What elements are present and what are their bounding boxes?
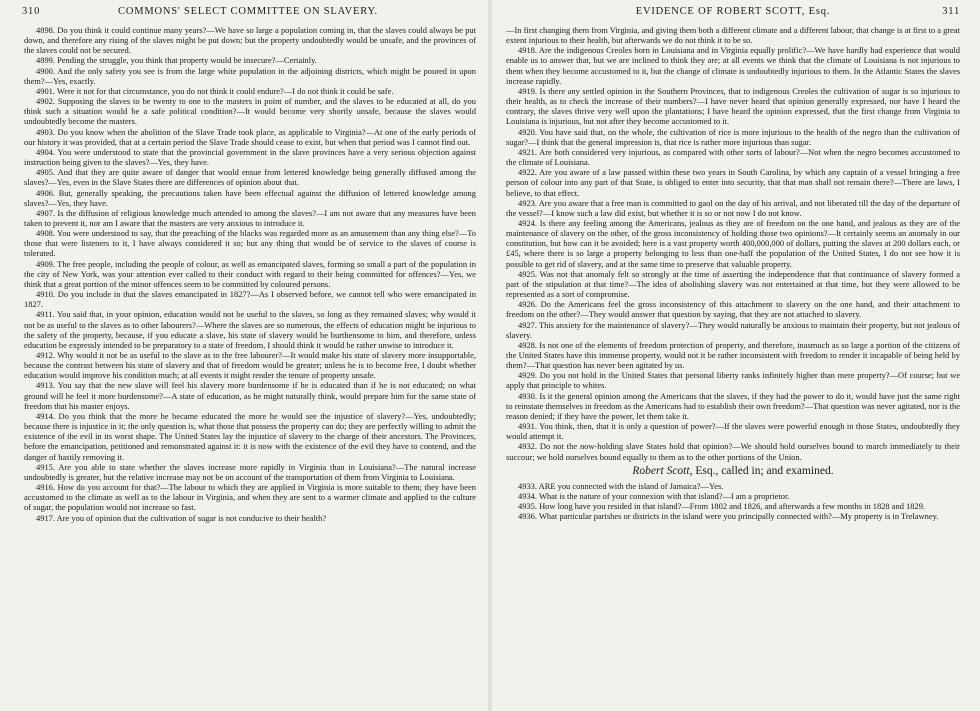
left-page-number: 310 [22,6,41,17]
evidence-paragraph: 4915. Are you able to state whether the slaves increase more rapidly in Virginia than in Louisiana?—The natural increase undoubtedly is greater, but the relative increase may not be on account of the transportation of them from Virginia to Louisiana. [24,461,476,482]
left-running-head: COMMONS' SELECT COMMITTEE ON SLAVERY. [118,6,378,17]
evidence-paragraph: 4908. You were understood to say, that the preaching of the blacks was regarded more as an amusement than any thing else?—To those that were listeners to it, I have always considered it so; but any thing that would be of service to the slaves of course is tolerated. [24,228,476,259]
evidence-paragraph: 4899. Pending the struggle, you think that property would be insecure?—Certainly. [36,55,317,66]
left-page-header [22,6,474,20]
evidence-paragraph: 4900. And the only safety you see is from the large white population in the adjoining districts, which might be poured in upon them?—Yes, exactly. [24,65,476,86]
right-page-body [506,25,960,709]
evidence-paragraph: 4920. You have said that, on the whole, the cultivation of rice is more injurious to the health of the negro than the cultivation of sugar?—I think that the general impression is, that rice is rather more injurious than sugar. [506,126,960,147]
evidence-paragraph: 4936. What particular parishes or districts in the island were you principally connected with?—My property is in Trelawney. [518,511,939,522]
evidence-paragraph: 4922. Are you aware of a law passed within these two years in South Carolina, by which any captain of a vessel bringing a free person of colour into any part of that State, is obliged to enter into security, that that man shall not remain there?—There are laws, I believe, to that effect. [506,167,960,198]
evidence-paragraph: 4917. Are you of opinion that the cultivation of sugar is not conducive to their health? [36,512,327,523]
evidence-paragraph: 4912. Why would it not be as useful to the slave as to the free labourer?—It would make his state of slavery more insupportable, because the contrast between his state of slavery and that of freedom would be greater; unless he is to become free, I doubt whether education would improve his condition much; at all events it might render the tenure of property unsafe. [24,350,476,381]
right-page-number: 311 [942,6,960,17]
evidence-paragraph: 4906. But, generally speaking, the precautions taken have been effectual against the diffusion of lettered knowledge among slaves?—Yes, they have. [24,187,476,208]
evidence-paragraph: 4928. Is not one of the elements of freedom protection of property, and therefore, inasmuch as so large a portion of the citizens of the United States have this immense property, would not it be rather inconsistent with freedom to render it incapable of being held by them?—That question has never been agitated by us. [506,339,960,371]
continuation-paragraph: —In first changing them from Virginia, and giving them both a different climate and a different labour, that change is at first to a great extent injurious to their health, but afterwards we do not think it to be so. [506,25,960,46]
evidence-paragraph: 4905. And that they are quite aware of danger that would ensue from lettered knowledge being generally diffused among the slaves?—Yes, even in the Slave States there are differences of opinion about that. [24,167,476,188]
evidence-paragraph: 4923. Are you aware that a free man is committed to gaol on the day of his arrival, and not liberated till the day of the departure of the vessel?—I know such a law did exist, but whether it is so or not now I do not know. [506,197,960,218]
evidence-paragraph: 4919. Is there any settled opinion in the Southern Provinces, that to indigenous Creoles the cultivation of sugar is so injurious to their health, as to check the increase of their numbers?—I have never heard that opinion generally expressed, nor have I heard the contrary, the slaves thrive very well upon the plantations; I have heard the opinion expressed, that the first change from Virginia to Louisiana is injurious, but not after they become accustomed to it. [506,85,960,127]
evidence-paragraph: 4934. What is the nature of your connexion with that island?—I am a proprietor. [518,490,790,501]
evidence-paragraph: 4929. Do you not hold in the United States that personal liberty ranks infinitely higher than mere property?—Of course; but we apply that principle to whites. [506,370,960,391]
evidence-paragraph: 4901. Were it not for that circumstance, you do not think it could endure?—I do not think it could be safe. [36,85,394,96]
right-page [492,0,980,711]
evidence-paragraph: 4898. Do you think it could continue many years?—We have so large a population coming in, that the slaves could always be put down, and therefore any rising of the slaves might be put down; but the property undoubtedly would be unsafe, and the provinces of the slaves could not be secured. [24,25,476,56]
evidence-paragraph: 4902. Supposing the slaves to be twenty to one to the masters in point of number, and the slaves to be educated at all, do you think such a situation would be a safe political condition?—It would become very shortly unsafe, because the slaves would undoubtedly become the masters. [24,96,476,127]
evidence-paragraph: 4930. Is it the general opinion among the Americans that the slaves, if they had the power to do it, would have just the same right to reinstate themselves in freedom as the Americans had to establish their own freedom?—That question was never agitated, nor is the reason denied; if they have the power, let them take it. [506,390,960,421]
evidence-paragraph: 4910. Do you include in that the slaves emancipated in 1827?—As I observed before, we cannot tell who were emancipated in 1827. [24,289,476,310]
evidence-paragraph: 4927. This anxiety for the maintenance of slavery?—They would naturally be anxious to maintain their property, but not jealous of slavery. [506,319,960,340]
witness-suffix: , Esq., called in; and examined. [689,464,834,477]
right-paragraphs-after [506,481,960,522]
evidence-paragraph: 4926. Do the Americans feel the gross inconsistency of this attachment to slavery on the one hand, and their attachment to freedom on the other?—They would answer that question by saying, that they are not attached to slavery. [506,299,960,320]
evidence-paragraph: 4931. You think, then, that it is only a question of power?—If the slaves were powerful enough in those States, undoubtedly they would attempt it. [506,421,960,442]
evidence-paragraph: 4913. You say that the new slave will feel his slavery more burdensome if he is educated than if he is not educated; on what ground will he feel it more burdensome?—A state of education, as he might naturally think, would prepare him for the same state of freedom that his master enjoys. [24,380,476,411]
evidence-paragraph: 4909. The free people, including the people of colour, as well as emancipated slaves, forming so small a part of the population in the city of New York, was your attention ever called to their conduct with regard to their being committed for offences?—Yes, we think that a great portion of the minor offences seem to be committed by coloured persons. [24,258,476,289]
evidence-paragraph: 4924. Is there any feeling among the Americans, jealous as they are of freedom on the one hand, and jealous as they are of the maintenance of slavery on the other, of the gross inconsistency of holding those two opinions?—It certainly seems an anomaly in our constitution, but how can it be avoided; here is a vast property worth 400,000,000 of dollars, putting the slaves at 200 dollars each, or £45, where there is so large a property belonging to less than one-half the population of the United States, I do not see how it is possible to get rid of slavery, and at the same time to preserve that valuable property. [506,217,960,269]
right-paragraphs-before [506,45,960,461]
right-running-head: EVIDENCE OF ROBERT SCOTT, Esq. [635,6,831,17]
witness-name: Robert Scott [632,464,690,477]
evidence-paragraph: 4932. Do not the now-holding slave States hold that opinion?—We should hold ourselves bound to march immediately to their succour; we hold ourselves bound equally to them as to the other portions of the Union. [506,441,960,462]
left-page-body [24,25,476,709]
evidence-paragraph: 4904. You were understood to state that the provincial government in the slave provinces have a very serious objection against instruction being given to the slaves?—Yes, they have. [24,146,476,168]
evidence-paragraph: 4921. Are both considered very injurious, as compared with other sorts of labour?—Not when the negro becomes accustomed to the climate of Louisiana. [506,146,960,168]
right-page-header [506,6,960,20]
evidence-paragraph: 4918. Are the indigenous Creoles born in Louisiana and in Virginia equally prolific?—We have hardly had experience that would enable us to answer that, but we are inclined to think they are; at all events we think that the climate of Louisiana is not injurious to them when they become accustomed to it, but the change of climate is undoubtedly injurious to them. In the Atlantic States the slaves increase rapidly. [506,45,960,86]
evidence-paragraph: 4916. How do you account for that?—The labour to which they are applied in Virginia is more suitable to them; they have been accustomed to the climate as well as to the labour in Virginia, and when they are sent to a warmer climate and applied to the culture of sugar, the population would not increase so fast. [24,482,476,513]
evidence-paragraph: 4911. You said that, in your opinion, education would not be useful to the slaves, so long as they remained slaves; why would it not be as useful to the slaves as to other labourers?—Where the slaves are so numerous, the effects of education might be injurious to the safety of the property, because, if you educate a slave, his state of slavery would be burthensome to him, and therefore, unless education be expressly intended to be preparatory to a state of freedom, I should think it would be rather unwise to introduce it. [24,309,476,350]
evidence-paragraph: 4914. Do you think that the more he became educated the more he would see the injustice of slavery?—Yes, undoubtedly; because there is injustice in it; the only question is, what those that possess the property can do; they are perfectly willing to admit the existence of the evil in its worst shape. The United States lay the injustice of slavery to the charge of their ancestors. The Provinces, before the emancipation, petitioned and remonstrated against it: it is now with the existence of the evil they have to contend, and the danger of hastily removing it. [24,410,476,462]
left-page [0,0,488,711]
evidence-paragraph: 4925. Was not that anomaly felt so strongly at the time of asserting the independence that that continuance of slavery formed a part of the stipulation at that time?—The idea of abolishing slavery was not entertained at that time, but they were allowed to be represented as a sort of compromise. [506,268,960,300]
evidence-paragraph: 4935. How long have you resided in that island?—From 1802 and 1826, and afterwards a few months in 1828 and 1829. [518,501,926,512]
evidence-paragraph: 4907. Is the diffusion of religious knowledge much attended to among the slaves?—I am not aware that any measures have been taken to prevent it, nor am I aware that the masters are very anxious to introduce it. [24,207,476,228]
witness-heading [506,464,960,478]
evidence-paragraph: 4903. Do you know when the abolition of the Slave Trade took place, as applicable to Virginia?—At one of the early periods of our history it was provided, that at a certain period the Slave Trade should cease to exist, but when that period was I cannot find out. [24,126,476,147]
evidence-paragraph: 4933. ARE you connected with the island of Jamaica?—Yes. [518,480,724,491]
